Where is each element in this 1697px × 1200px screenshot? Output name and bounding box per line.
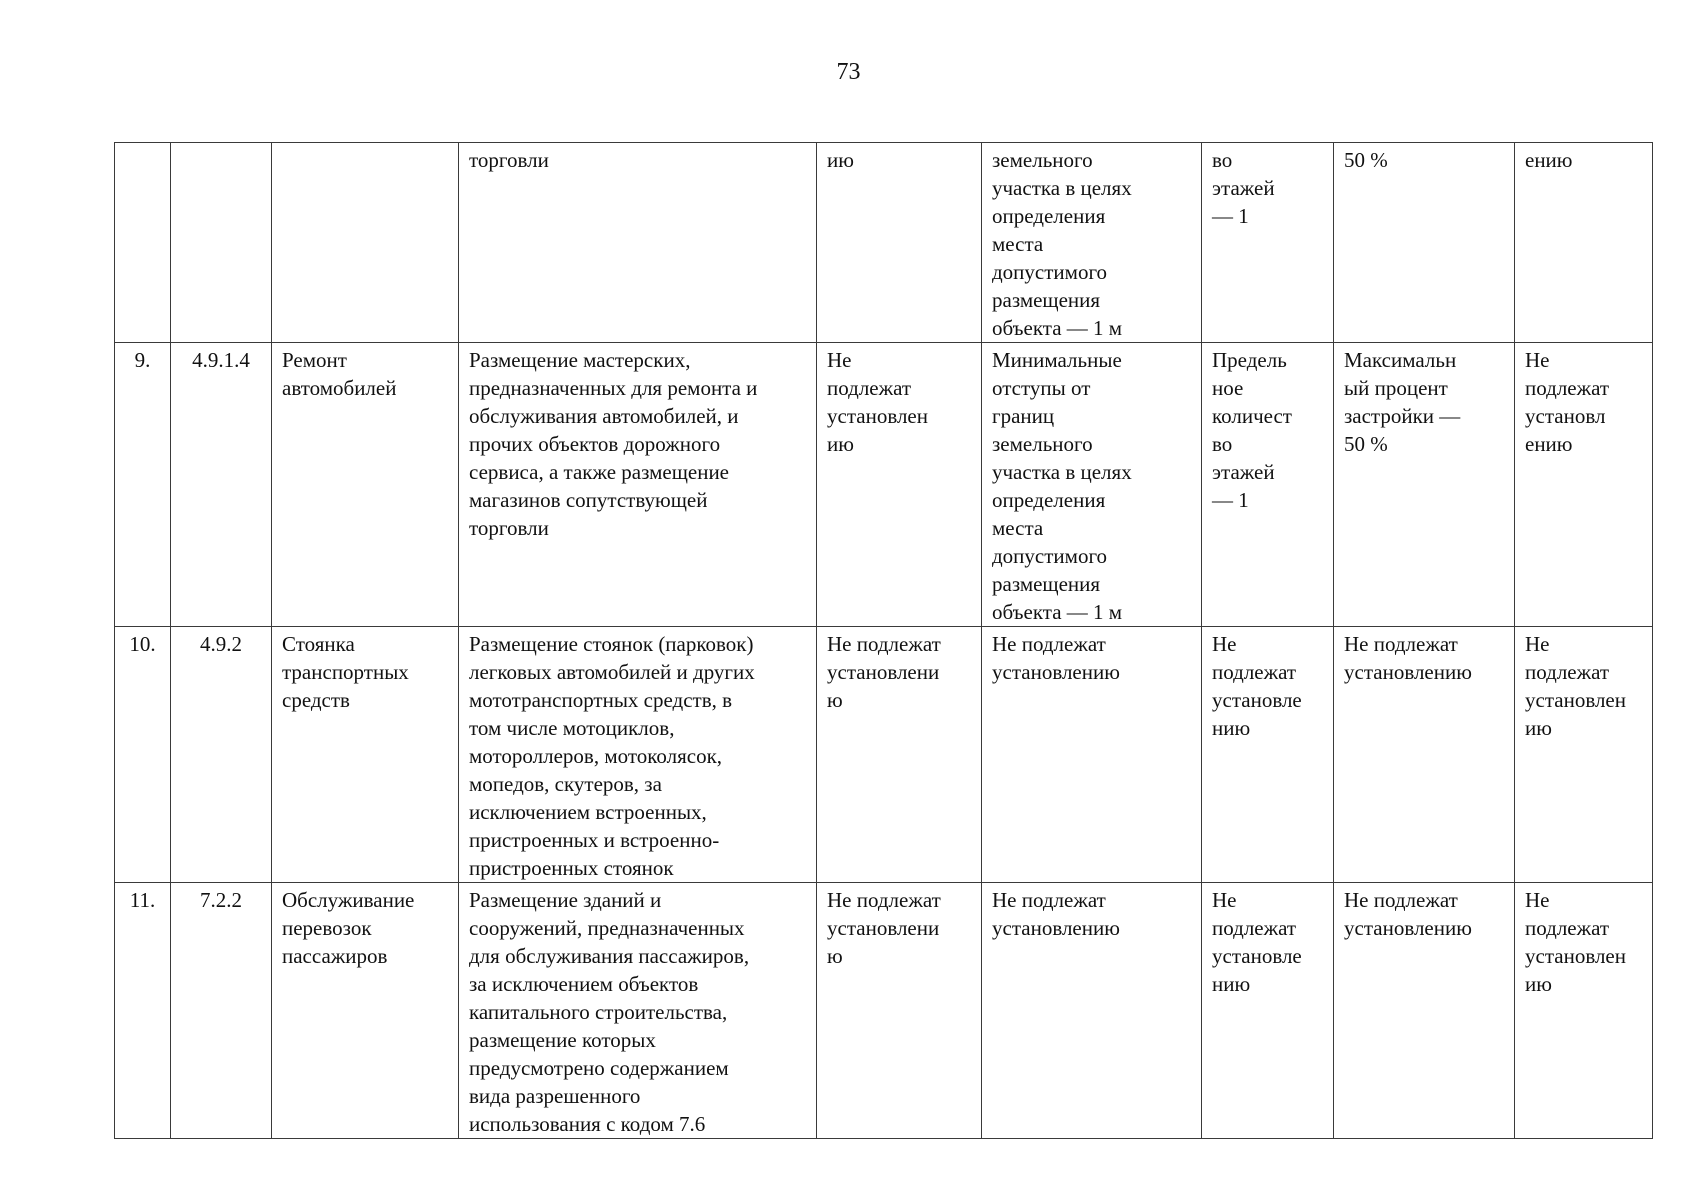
cell-name: Стоянка транспортных средств bbox=[272, 627, 459, 883]
cell-code: 7.2.2 bbox=[171, 883, 272, 1139]
cell-number: 9. bbox=[115, 343, 171, 627]
table-row bbox=[115, 883, 1653, 1139]
cell-parameter: Не подлежат установлен ию bbox=[817, 343, 982, 627]
cell-parameter: Не подлежат установлени ю bbox=[817, 627, 982, 883]
cell-code bbox=[171, 143, 272, 343]
cell-description: Размещение мастерских, предназначенных для ремонта и обслуживания автомобилей, и прочих объектов дорожного сервиса, а также размещение магазинов сопутствующей торговли bbox=[459, 343, 817, 627]
cell-floors: во этажей — 1 bbox=[1202, 143, 1334, 343]
cell-coverage: 50 % bbox=[1334, 143, 1515, 343]
table-row bbox=[115, 143, 1653, 343]
cell-coverage: Не подлежат установлению bbox=[1334, 883, 1515, 1139]
cell-description: Размещение зданий и сооружений, предназначенных для обслуживания пассажиров, за исключением объектов капитального строительства, размещение которых предусмотрено содержанием вида разрешенного использования с кодом 7.6 bbox=[459, 883, 817, 1139]
cell-code: 4.9.2 bbox=[171, 627, 272, 883]
page-number: 73 bbox=[836, 59, 861, 85]
cell-description: Размещение стоянок (парковок) легковых автомобилей и других мототранспортных средств, в том числе мотоциклов, мотороллеров, мотоколясок, мопедов, скутеров, за исключением встроенных, пристроенных и встроенно- пристроенных стоянок bbox=[459, 627, 817, 883]
table-row bbox=[115, 627, 1653, 883]
cell-other: Не подлежат установлен ию bbox=[1515, 883, 1653, 1139]
cell-other: Не подлежат установлен ию bbox=[1515, 627, 1653, 883]
cell-other: ению bbox=[1515, 143, 1653, 343]
cell-setbacks: Минимальные отступы от границ земельного участка в целях определения места допустимого размещения объекта — 1 м bbox=[982, 343, 1202, 627]
cell-other: Не подлежат установл ению bbox=[1515, 343, 1653, 627]
table-row bbox=[115, 343, 1653, 627]
cell-coverage: Не подлежат установлению bbox=[1334, 627, 1515, 883]
cell-description: торговли bbox=[459, 143, 817, 343]
cell-setbacks: Не подлежат установлению bbox=[982, 883, 1202, 1139]
cell-number: 10. bbox=[115, 627, 171, 883]
cell-setbacks: земельного участка в целях определения места допустимого размещения объекта — 1 м bbox=[982, 143, 1202, 343]
cell-floors: Не подлежат установле нию bbox=[1202, 627, 1334, 883]
cell-coverage: Максимальн ый процент застройки — 50 % bbox=[1334, 343, 1515, 627]
cell-floors: Не подлежат установле нию bbox=[1202, 883, 1334, 1139]
cell-setbacks: Не подлежат установлению bbox=[982, 627, 1202, 883]
cell-number: 11. bbox=[115, 883, 171, 1139]
cell-name: Ремонт автомобилей bbox=[272, 343, 459, 627]
cell-number bbox=[115, 143, 171, 343]
cell-name bbox=[272, 143, 459, 343]
cell-floors: Предель ное количест во этажей — 1 bbox=[1202, 343, 1334, 627]
cell-code: 4.9.1.4 bbox=[171, 343, 272, 627]
land-use-table bbox=[114, 142, 1653, 1139]
cell-name: Обслуживание перевозок пассажиров bbox=[272, 883, 459, 1139]
cell-parameter: Не подлежат установлени ю bbox=[817, 883, 982, 1139]
cell-parameter: ию bbox=[817, 143, 982, 343]
